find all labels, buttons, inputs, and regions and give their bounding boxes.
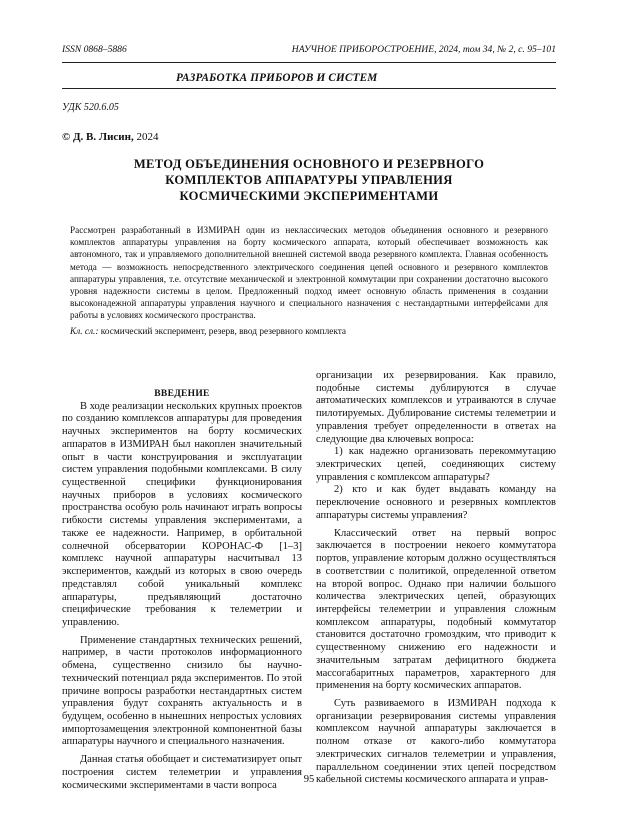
title-line: МЕТОД ОБЪЕДИНЕНИЯ ОСНОВНОГО И РЕЗЕРВНОГО (133, 157, 485, 171)
list-item: 1) как надежно организовать перекоммутацию электрических цепей, соединяющих систему управления с комплексом аппаратуры? (316, 446, 556, 483)
author-line (62, 131, 158, 143)
paragraph: Классический ответ на первый вопрос заключается в построении некоего коммутатора портов, управление которым должно осуществляться в соответствии с политикой, определенной ответом на второй вопрос. Однако при наличии большого количества электрических цепей, образующих интерфейсы телеметрии и управления сложным комплексом аппаратуры, подобный коммутатор становится достаточно громоздким, что приводит к существенному снижению его надежности и значительным затратам дефицитного бюджета массогабаритных параметров, характерного для применения на борту космических аппаратов. (316, 527, 556, 692)
header-rule-bottom (62, 88, 556, 89)
title-line: КОСМИЧЕСКИМИ ЭКСПЕРИМЕНТАМИ (179, 189, 439, 203)
left-column (62, 388, 302, 792)
author-year: 2024 (136, 131, 159, 143)
abstract: Рассмотрен разработанный в ИЗМИРАН один из неклассических методов объединения основного и резервного комплектов аппаратуры управления на борту космического аппарата, который обеспечивает возможность как автономного, так и управляемого дополнительной внешней системой ввода резервного комплекта. Главная особенность метода — возможность непосредственного электрического соединения цепей основного и резервного комплектов аппаратуры управления, т.е. отсутствие механической и электронной коммутации при сохранении достаточно высокого уровня надежности системы в целом. Предложенный подход имеет основную область применения в создании высоконадежной аппаратуры управления научного и специального назначения с нестандартными интерфейсами для работы в условиях космического пространства. (70, 225, 548, 321)
copyright-symbol: © (62, 131, 71, 143)
paragraph: Применение стандартных технических решений, например, в части протоколов информационного обмена, существенно снизило бы научно-технический потенциал ряда экспериментов. По этой причине вопросы разработки нестандартных систем управления будут сохранять актуальность и в будущем, особенно в нынешних непростых условиях импортозамещения электронной компонентной базы аппаратуры научного и специального назначения. (62, 634, 302, 748)
page-number: 95 (303, 774, 315, 785)
paragraph: Данная статья обобщает и систематизирует опыт построения систем телеметрии и управления космическими экспериментами в части вопроса (62, 754, 302, 791)
keywords-label: Кл. сл.: (70, 327, 99, 337)
intro-heading: ВВЕДЕНИЕ (154, 389, 210, 399)
title-line: КОМПЛЕКТОВ АППАРАТУРЫ УПРАВЛЕНИЯ (165, 173, 453, 187)
right-column (316, 370, 556, 787)
author-name: Д. В. Лисин, (72, 131, 134, 143)
keywords (70, 327, 346, 337)
udc-code: УДК 520.6.05 (62, 102, 119, 113)
list-item: 2) кто и как будет выдавать команду на переключение основного и резервных комплектов аппаратуры системы управления? (316, 484, 556, 521)
paragraph: организации их резервирования. Как правило, подобные системы дублируются в случае автоматических комплексов и утраиваются в случае пилотируемых. Дублирование системы телеметрии и управления требует определенности в ответах на следующие два ключевых вопроса: (316, 370, 556, 445)
paragraph: В ходе реализации нескольких крупных проектов по созданию комплексов аппаратуры для проведения научных экспериментов на борту космических аппаратов в ИЗМИРАН был накоплен значительный опыт в части конструирования и эксплуатации систем управления подобными комплексами. В силу существенной специфики функционирования научных приборов в условиях космического пространства особую роль начинают играть вопросы гибкости системы управления экспериментами, а также ее надежности. Например, в орбитальной солнечной обсерватории КОРОНАС-Ф [1–3] комплекс научной аппаратуры насчитывал 13 экспериментов, каждый из которых в свою очередь представлял собой уникальный комплекс аппаратуры, предъявляющий достаточно специфические требования к телеметрии и управлению. (62, 400, 302, 628)
header-rule-top (62, 62, 556, 63)
paragraph: Суть развиваемого в ИЗМИРАН подхода к организации резервирования системы управления комплексом научной аппаратуры заключается в полном отказе от какого-либо коммутатора электрических сигналов телеметрии и управления, параллельном соединении этих цепей посредством кабельной системы космического аппарата и управ- (316, 697, 556, 786)
section-title: РАЗРАБОТКА ПРИБОРОВ И СИСТЕМ (176, 72, 378, 84)
article-title (62, 156, 556, 204)
issn: ISSN 0868–5886 (62, 44, 127, 55)
journal-citation: НАУЧНОЕ ПРИБОРОСТРОЕНИЕ, 2024, том 34, № 2, с. 95–101 (291, 44, 556, 55)
keywords-text: космический эксперимент, резерв, ввод резервного комплекта (98, 327, 347, 337)
